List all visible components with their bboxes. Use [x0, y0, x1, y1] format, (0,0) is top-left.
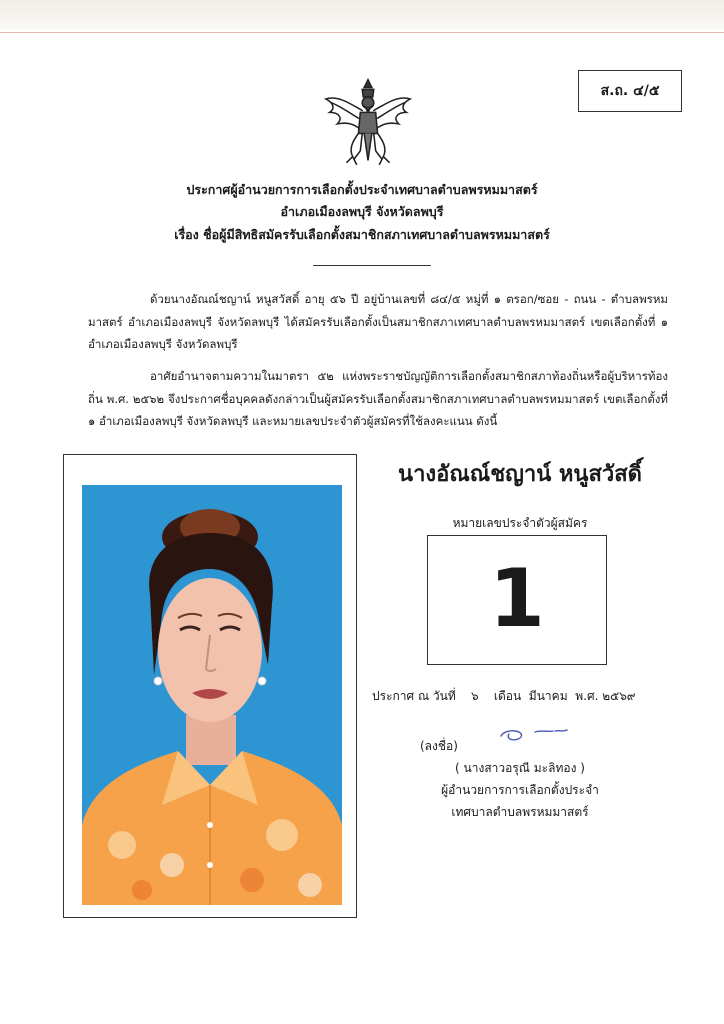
candidate-number-label: หมายเลขประจำตัวผู้สมัคร [452, 516, 588, 530]
announcement-date: ประกาศ ณ วันที่ ๖ เดือน มีนาคม พ.ศ. ๒๕๖๙ [372, 689, 636, 703]
signature-icon [495, 722, 575, 746]
sign-label: (ลงชื่อ) [420, 739, 458, 753]
candidate-photo-icon [82, 485, 342, 905]
signer-name: ( นางสาวอรุณี มะลิทอง ) [455, 761, 585, 775]
candidate-number: 1 [427, 535, 607, 665]
signer-position-line-2: เทศบาลตำบลพรหมมาสตร์ [451, 805, 589, 819]
form-code-box: ส.ถ. ๔/๕ [578, 70, 682, 112]
heading-line-2: อำเภอเมืองลพบุรี จังหวัดลพบุรี [280, 204, 444, 219]
candidate-name: นางอัณณ์ชญาน์ หนูสวัสดิ์ [398, 462, 642, 487]
body-paragraph-2: อาศัยอำนาจตามความในมาตรา ๕๒ แห่งพระราชบัญญัติการเลือกตั้งสมาชิกสภาท้องถิ่นหรือผู้บริหารท้องถิ่น พ.ศ. ๒๕๖๒ จึงประกาศชื่อบุคคลดังกล่าวเป็นผู้สมัครรับเลือกตั้งสมาชิกสภาเทศบาลตำบลพรหมมาสตร์ เขตเลือกตั้งที่ ๑ อำเภอเมืองลพบุรี จังหวัดลพบุรี และหมายเลขประจำตัวผู้สมัครที่ใช้ลงคะแนน ดังนี้ [88, 369, 668, 428]
garuda-emblem-icon [320, 74, 416, 170]
signer-position-line-1: ผู้อำนวยการการเลือกตั้งประจำ [441, 783, 599, 797]
heading-subject: เรื่อง ชื่อผู้มีสิทธิสมัครรับเลือกตั้งสมาชิกสภาเทศบาลตำบลพรหมมาสตร์ [174, 227, 550, 242]
heading-line-1: ประกาศผู้อำนวยการการเลือกตั้งประจำเทศบาลตำบลพรหมมาสตร์ [186, 182, 538, 197]
heading-divider [313, 265, 431, 266]
top-divider-line [0, 32, 724, 33]
scan-top-edge [0, 0, 724, 30]
body-paragraph-1: ด้วยนางอัณณ์ชญาน์ หนูสวัสดิ์ อายุ ๕๖ ปี อยู่บ้านเลขที่ ๘๔/๕ หมู่ที่ ๑ ตรอก/ซอย - ถนน - ตำบลพรหมมาสตร์ อำเภอเมืองลพบุรี จังหวัดลพบุรี ได้สมัครรับเลือกตั้งเป็นสมาชิกสภาเทศบาลตำบลพรหมมาสตร์ เขตเลือกตั้งที่ ๑ อำเภอเมืองลพบุรี จังหวัดลพบุรี [88, 292, 668, 351]
